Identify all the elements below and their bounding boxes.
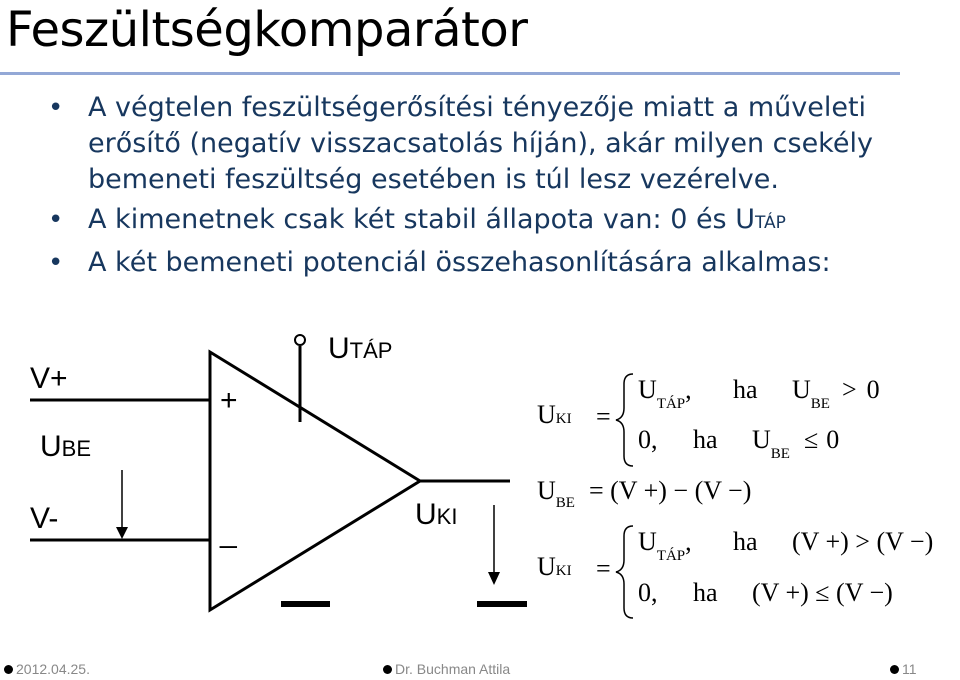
eq1-case2-val: 0, [638, 425, 658, 454]
brace-icon [616, 374, 633, 466]
bullet-item: • A végtelen feszültségerősítési tényezője miatt a műveleti erősítő (negatív visszacsatolás híján), akár milyen csekély bemeneti feszültség esetében is túl lesz vezérelve. [48, 92, 873, 195]
supply-label: UTÁP [328, 332, 393, 365]
eq1-case1-cond: $U_{BE} > 0$ [792, 375, 880, 412]
input-minus-label: V- [30, 502, 59, 535]
plus-sign: + [220, 384, 238, 417]
eq1-lhs: UKI [537, 400, 572, 429]
eq3-case1-ha: ha [733, 527, 758, 556]
bullet-item: • A kimenetnek csak két stabil állapota van: 0 és UTÁP [48, 202, 953, 241]
bullet-subscript: TÁP [754, 213, 786, 233]
eq3-case1: $U_{TÁP}$, [638, 527, 692, 564]
bullet-item: • A két bemeneti potenciál összehasonlítására alkalmas: [48, 245, 953, 281]
brace-icon [616, 526, 633, 618]
footer-dot-icon [383, 665, 392, 674]
minus-sign: _ [220, 516, 237, 549]
eq3-lhs: UKI [537, 552, 572, 581]
eq1-case1-ha: ha [733, 375, 758, 404]
footer-dot-icon [890, 665, 899, 674]
output-label: UKI [415, 498, 458, 531]
eq3-case2-cond: (V +) ≤ (V −) [752, 578, 893, 607]
eq3-case2-val: 0, [638, 578, 658, 607]
footer-page-number: 11 [890, 661, 917, 677]
eq3-case1-cond: (V +) > (V −) [792, 527, 934, 556]
footer-dot-icon [4, 665, 13, 674]
eq3-case2-ha: ha [693, 578, 718, 607]
bullet-dot-icon: • [48, 205, 64, 235]
eq1-case2-ha: ha [693, 425, 718, 454]
eq1-case2-cond: $U_{BE} \le 0$ [752, 425, 840, 462]
eq2: $U_{BE} = (V$ +) − (V −) [537, 476, 752, 511]
footer-author: Dr. Buchman Attila [383, 661, 510, 677]
opamp-triangle [210, 352, 420, 610]
input-plus-label: V+ [30, 362, 68, 395]
bullet-dot-icon: • [48, 248, 64, 278]
ube-label: UBE [40, 430, 92, 463]
bullet-dot-icon: • [48, 93, 64, 123]
supply-terminal-icon [295, 335, 305, 345]
eq1-equals: = [596, 402, 611, 431]
slide-title: Feszültségkomparátor [6, 2, 528, 58]
eq1-case1: $U_{TÁP}$, [638, 375, 692, 412]
footer-date: 2012.04.25. [4, 661, 90, 677]
eq3-equals: = [596, 554, 611, 583]
